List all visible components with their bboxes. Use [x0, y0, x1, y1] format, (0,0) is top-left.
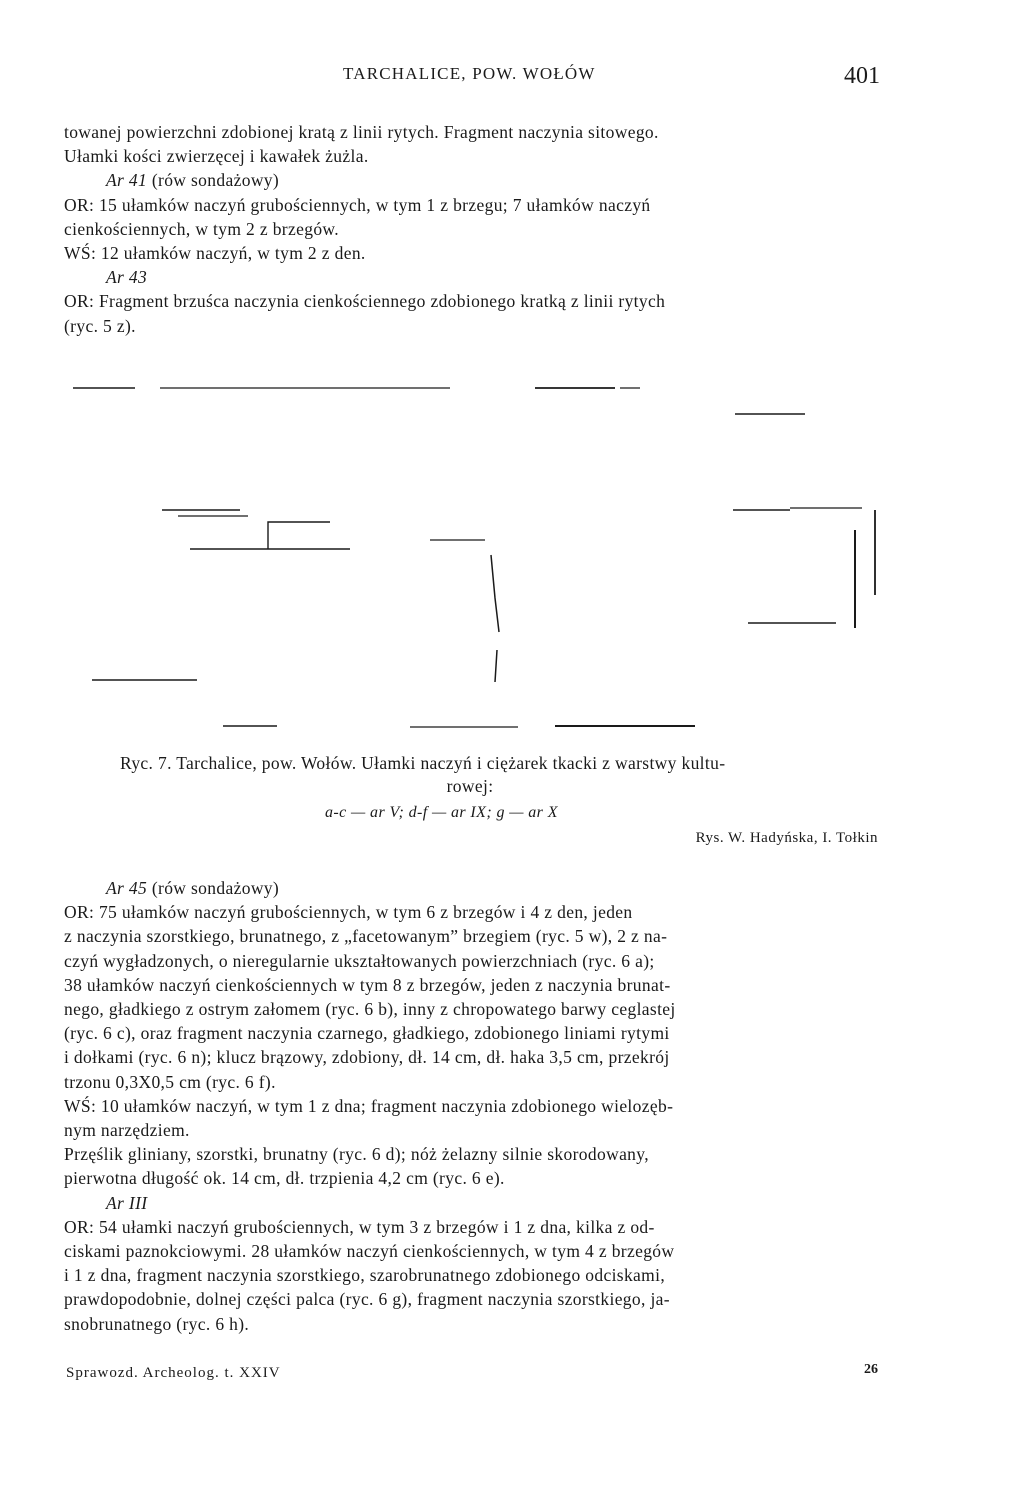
- text-line: OR: 54 ułamki naczyń grubościennych, w tym 3 z brzegów i 1 z dna, kilka z od-: [64, 1216, 655, 1237]
- bottom-text-block: [64, 876, 880, 1336]
- page-number: 401: [844, 63, 880, 89]
- text-line: OR: 15 ułamków naczyń grubościennych, w tym 1 z brzegu; 7 ułamków naczyń: [64, 194, 651, 215]
- section-label: Ar 41: [106, 170, 148, 191]
- text-line: ciskami paznokciowymi. 28 ułamków naczyń cienkościennych, w tym 4 z brzegów: [64, 1241, 675, 1262]
- text-line: czyń wygładzonych, o nieregularnie ukształtowanych powierzchniach (ryc. 6 a);: [64, 950, 655, 971]
- text-line: OR: Fragment brzuśca naczynia cienkościennego zdobionego kratką z linii rytych: [64, 291, 666, 312]
- text-line: pierwotna długość ok. 14 cm, dł. trzpienia 4,2 cm (ryc. 6 e).: [64, 1168, 505, 1189]
- section-heading-ar3: [64, 1191, 880, 1215]
- text-line: WŚ: 12 ułamków naczyń, w tym 2 z den.: [64, 243, 366, 264]
- section-note: (rów sondażowy): [147, 170, 280, 191]
- text-line: towanej powierzchni zdobionej kratą z linii rytych. Fragment naczynia sitowego.: [64, 122, 659, 142]
- text-line: Ułamki kości zwierzęcej i kawałek żużla.: [64, 146, 369, 167]
- text-line: prawdopodobnie, dolnej części palca (ryc. 6 g), fragment naczynia szorstkiego, ja-: [64, 1289, 670, 1310]
- section-label: Ar III: [106, 1192, 148, 1213]
- section-note: (rów sondażowy): [147, 878, 280, 898]
- section-heading-ar41: [64, 168, 880, 192]
- text-line: z naczynia szorstkiego, brunatnego, z „facetowanym” brzegiem (ryc. 5 w), 2 z na-: [64, 926, 668, 947]
- figure-caption: [120, 752, 880, 798]
- text-line: OR: 75 ułamków naczyń grubościennych, w tym 6 z brzegów i 4 z den, jeden: [64, 902, 633, 923]
- journal-footer: Sprawozd. Archeolog. t. XXIV: [66, 1365, 281, 1381]
- caption-line: rowej:: [446, 776, 494, 796]
- drawing-line: [495, 650, 497, 682]
- caption-line: Ryc. 7. Tarchalice, pow. Wołów. Ułamki naczyń i ciężarek tkacki z warstwy kultu-: [120, 753, 726, 773]
- drawing-line: [491, 555, 499, 632]
- text-line: nego, gładkiego z ostrym załomem (ryc. 6 b), inny z chropowatego barwy ceglastej: [64, 999, 676, 1020]
- section-label: Ar 45: [106, 878, 148, 898]
- drawing-line: [268, 522, 330, 549]
- text-line: cienkościennych, w tym 2 z brzegów.: [64, 218, 339, 239]
- text-line: (ryc. 6 c), oraz fragment naczynia czarnego, gładkiego, zdobionego liniami rytymi: [64, 1023, 670, 1044]
- figure-drawing: [0, 370, 1024, 750]
- section-heading-ar45: [64, 876, 880, 900]
- text-line: i 1 z dna, fragment naczynia szorstkiego, szarobrunatnego zdobionego odciskami,: [64, 1265, 666, 1286]
- text-line: snobrunatnego (ryc. 6 h).: [64, 1313, 250, 1334]
- text-line: (ryc. 5 z).: [64, 315, 136, 336]
- text-line: i dołkami (ryc. 6 n); klucz brązowy, zdobiony, dł. 14 cm, dł. haka 3,5 cm, przekrój: [64, 1047, 670, 1068]
- text-line: trzonu 0,3X0,5 cm (ryc. 6 f).: [64, 1071, 276, 1092]
- figure-credit: Rys. W. Hadyńska, I. Tołkin: [695, 830, 878, 846]
- figure-illustration: [0, 370, 1024, 750]
- text-line: 38 ułamków naczyń cienkościennych w tym 8 z brzegów, jeden z naczynia brunat-: [64, 974, 671, 995]
- section-label: Ar 43: [106, 267, 148, 288]
- text-line: WŚ: 10 ułamków naczyń, w tym 1 z dna; fragment naczynia zdobionego wielozęb-: [64, 1095, 674, 1116]
- sheet-signature: 26: [864, 1362, 878, 1377]
- section-heading-ar43: [64, 265, 880, 289]
- running-title: TARCHALICE, POW. WOŁÓW: [343, 64, 596, 83]
- text-line: nym narzędziem.: [64, 1120, 190, 1141]
- text-line: Przęślik gliniany, szorstki, brunatny (ryc. 6 d); nóż żelazny silnie skorodowany,: [64, 1144, 649, 1165]
- figure-legend: a-c — ar V; d-f — ar IX; g — ar X: [325, 804, 558, 821]
- top-text-block: [64, 120, 880, 338]
